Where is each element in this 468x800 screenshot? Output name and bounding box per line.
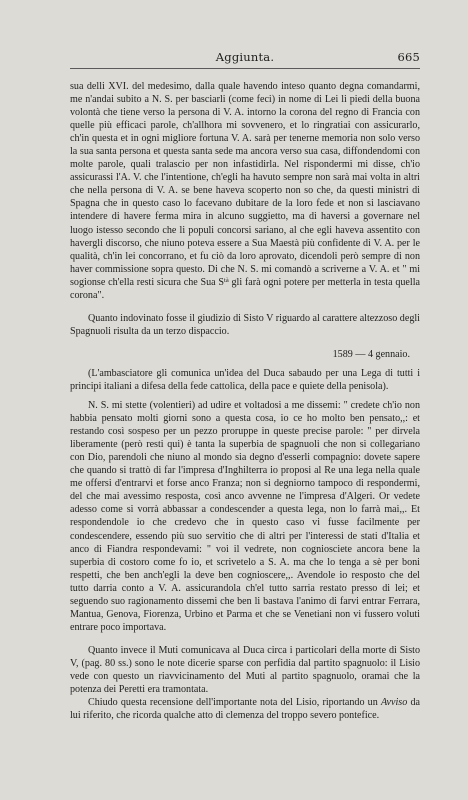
paragraph-text-end: gli farà ogni potere per metterla in testa quella corona".	[70, 276, 421, 301]
paragraph-letter-continuation	[70, 80, 420, 302]
page-header	[70, 50, 420, 66]
italic-term: Avviso	[380, 697, 408, 709]
superscript-abbreviation: tà	[224, 276, 229, 284]
paragraph-commentary: Quanto indovinato fosse il giudizio di Sisto V riguardo al carattere altezzoso degli Spagnuoli risulta da un terzo dispaccio.	[70, 312, 420, 337]
paragraph-text: sua delli XVI. del medesimo, dalla quale havendo inteso quanto degna comandarmi, me n'andai subito a N. S. per basciarli (come feci) in nome di Lei li piedi della buona volontà che tiene verso la persona di V. A. intorno la corona del regno di Francia con quelle più efficaci parole, ch'allhora mi sovvenero, et lo ringratiai con assicurarlo, ch'in questa et in ogni migliore fortuna V. A. sarà per tenerne memoria non solo verso la sua santa persona et questa santa sede ma ancora verso sua casa, diffondendomi con molte parole, quali tralascio per non infastidirla. Nel rispondermi mi disse, ch'io assicurassi l'A. V. che l'intentione, ch'egli ha havuto sempre non sarà mai volta in altri che nella persona di V. A. se bene haveva scoperto non so che, da questi ministri di Spagna che in questo caso lo facevano dubitare de la loro fede et non si lasciavano intendere di havere ferma mira in alcuno suggietto, ma di haversi a governare nel luogo istesso secondo che li populi concorsi sariano, al che egli haveva assentito con havergli discorso, che niuno poteva essere a Sua Maestà più confidente di V. A. per le qualità, ch'in lei concorrano, et fu ciò da loro aprovato, dicendoli però sempre di non haver commissione sopra questo. Di che N. S. mi comandò a scriverne a V. A. et " mi sogionse ch'ella resti sicura che Sua S	[70, 81, 420, 288]
header-rule	[70, 68, 420, 69]
paragraph-text-end: da lui riferito, che ricorda qualche atto di clemenza del troppo severo pontefice.	[70, 697, 420, 722]
paragraph-text: Chiudo questa recensione dell'importante nota del Lisio, riportando un	[88, 697, 381, 709]
paragraph-dispatch: N. S. mi stette (volentieri) ad udire et voltadosi a me dissemi: " credete ch'io non habbia pensato molti giorni sono a questa cosa, io ce ho molto ben pensato,,: et restando così sospeso per un pezzo proruppe in queste precise parole: " per dirvela liberamente (però resti qui) è tanta la superbia de spagnuoli che non si collegariano con Dio, parendoli che niuno al mondo sia degno d'esserli compagnio: dovete sapere che quando si trattò di far l'impresa d'Inghilterra io proposi al Re una lega nella quale me offersi d'entrarvi et forse anco Franza; non si degniorno tampoco di respondermi, del che mai avessimo resposta, così anco avvenne ne l'impresa d'Algeri. Or vedete adesso come si vorrà abbassar a condescender a questa lega, non lo farrà mai,,. Et respondendole io che credevo che in questo caso vi fusse facilmente per condescendere, essendo più suo servitio che di altri per l'interessi de stati d'Italia et anco di Fiandra respondevami: " voi il vedrete, non cogniosciete ancora bene la superbia di costoro come fo io, et scrivetelo a S. A. ma che lo tenga a sè per boni respetti, che ben anch'egli la deve ben cognioscere,,. Avendole io resposto che del tutto darria conto a V. A. assicurandola ch'el tutto sarria restato presso di lei; et seguendo suo ragionamento dissemi che ben li bastava l'animo di farvi entrar Ferrara, Mantua, Genova, Fiorenza, Urbino et Parma et che se Venetiani non vi fussero voluti entrare poco importava.	[70, 400, 420, 633]
page-body	[70, 80, 420, 722]
dispatch-dateline: 1589 — 4 gennaio.	[332, 348, 410, 360]
running-head: Aggiunta.	[215, 50, 275, 64]
paragraph-commentary-muti: Quanto invece il Muti comunicava al Duca circa i particolari della morte di Sisto V, (pag. 80 ss.) sono le note dicerie sparse con perfidia dal partito spagnuolo: il Lisio vede con questo un riavvicinamento del Muti al partito spagnuolo, oramai che la potenza dei Peretti era tramontata.	[70, 644, 420, 696]
page-number: 665	[397, 50, 420, 64]
paragraph-summary: (L'ambasciatore gli comunica un'idea del Duca sabaudo per una Lega di tutti i principi italiani a difesa della fede cattolica, della pace e quiete della penisola).	[70, 367, 420, 392]
paragraph-closing	[70, 696, 420, 722]
